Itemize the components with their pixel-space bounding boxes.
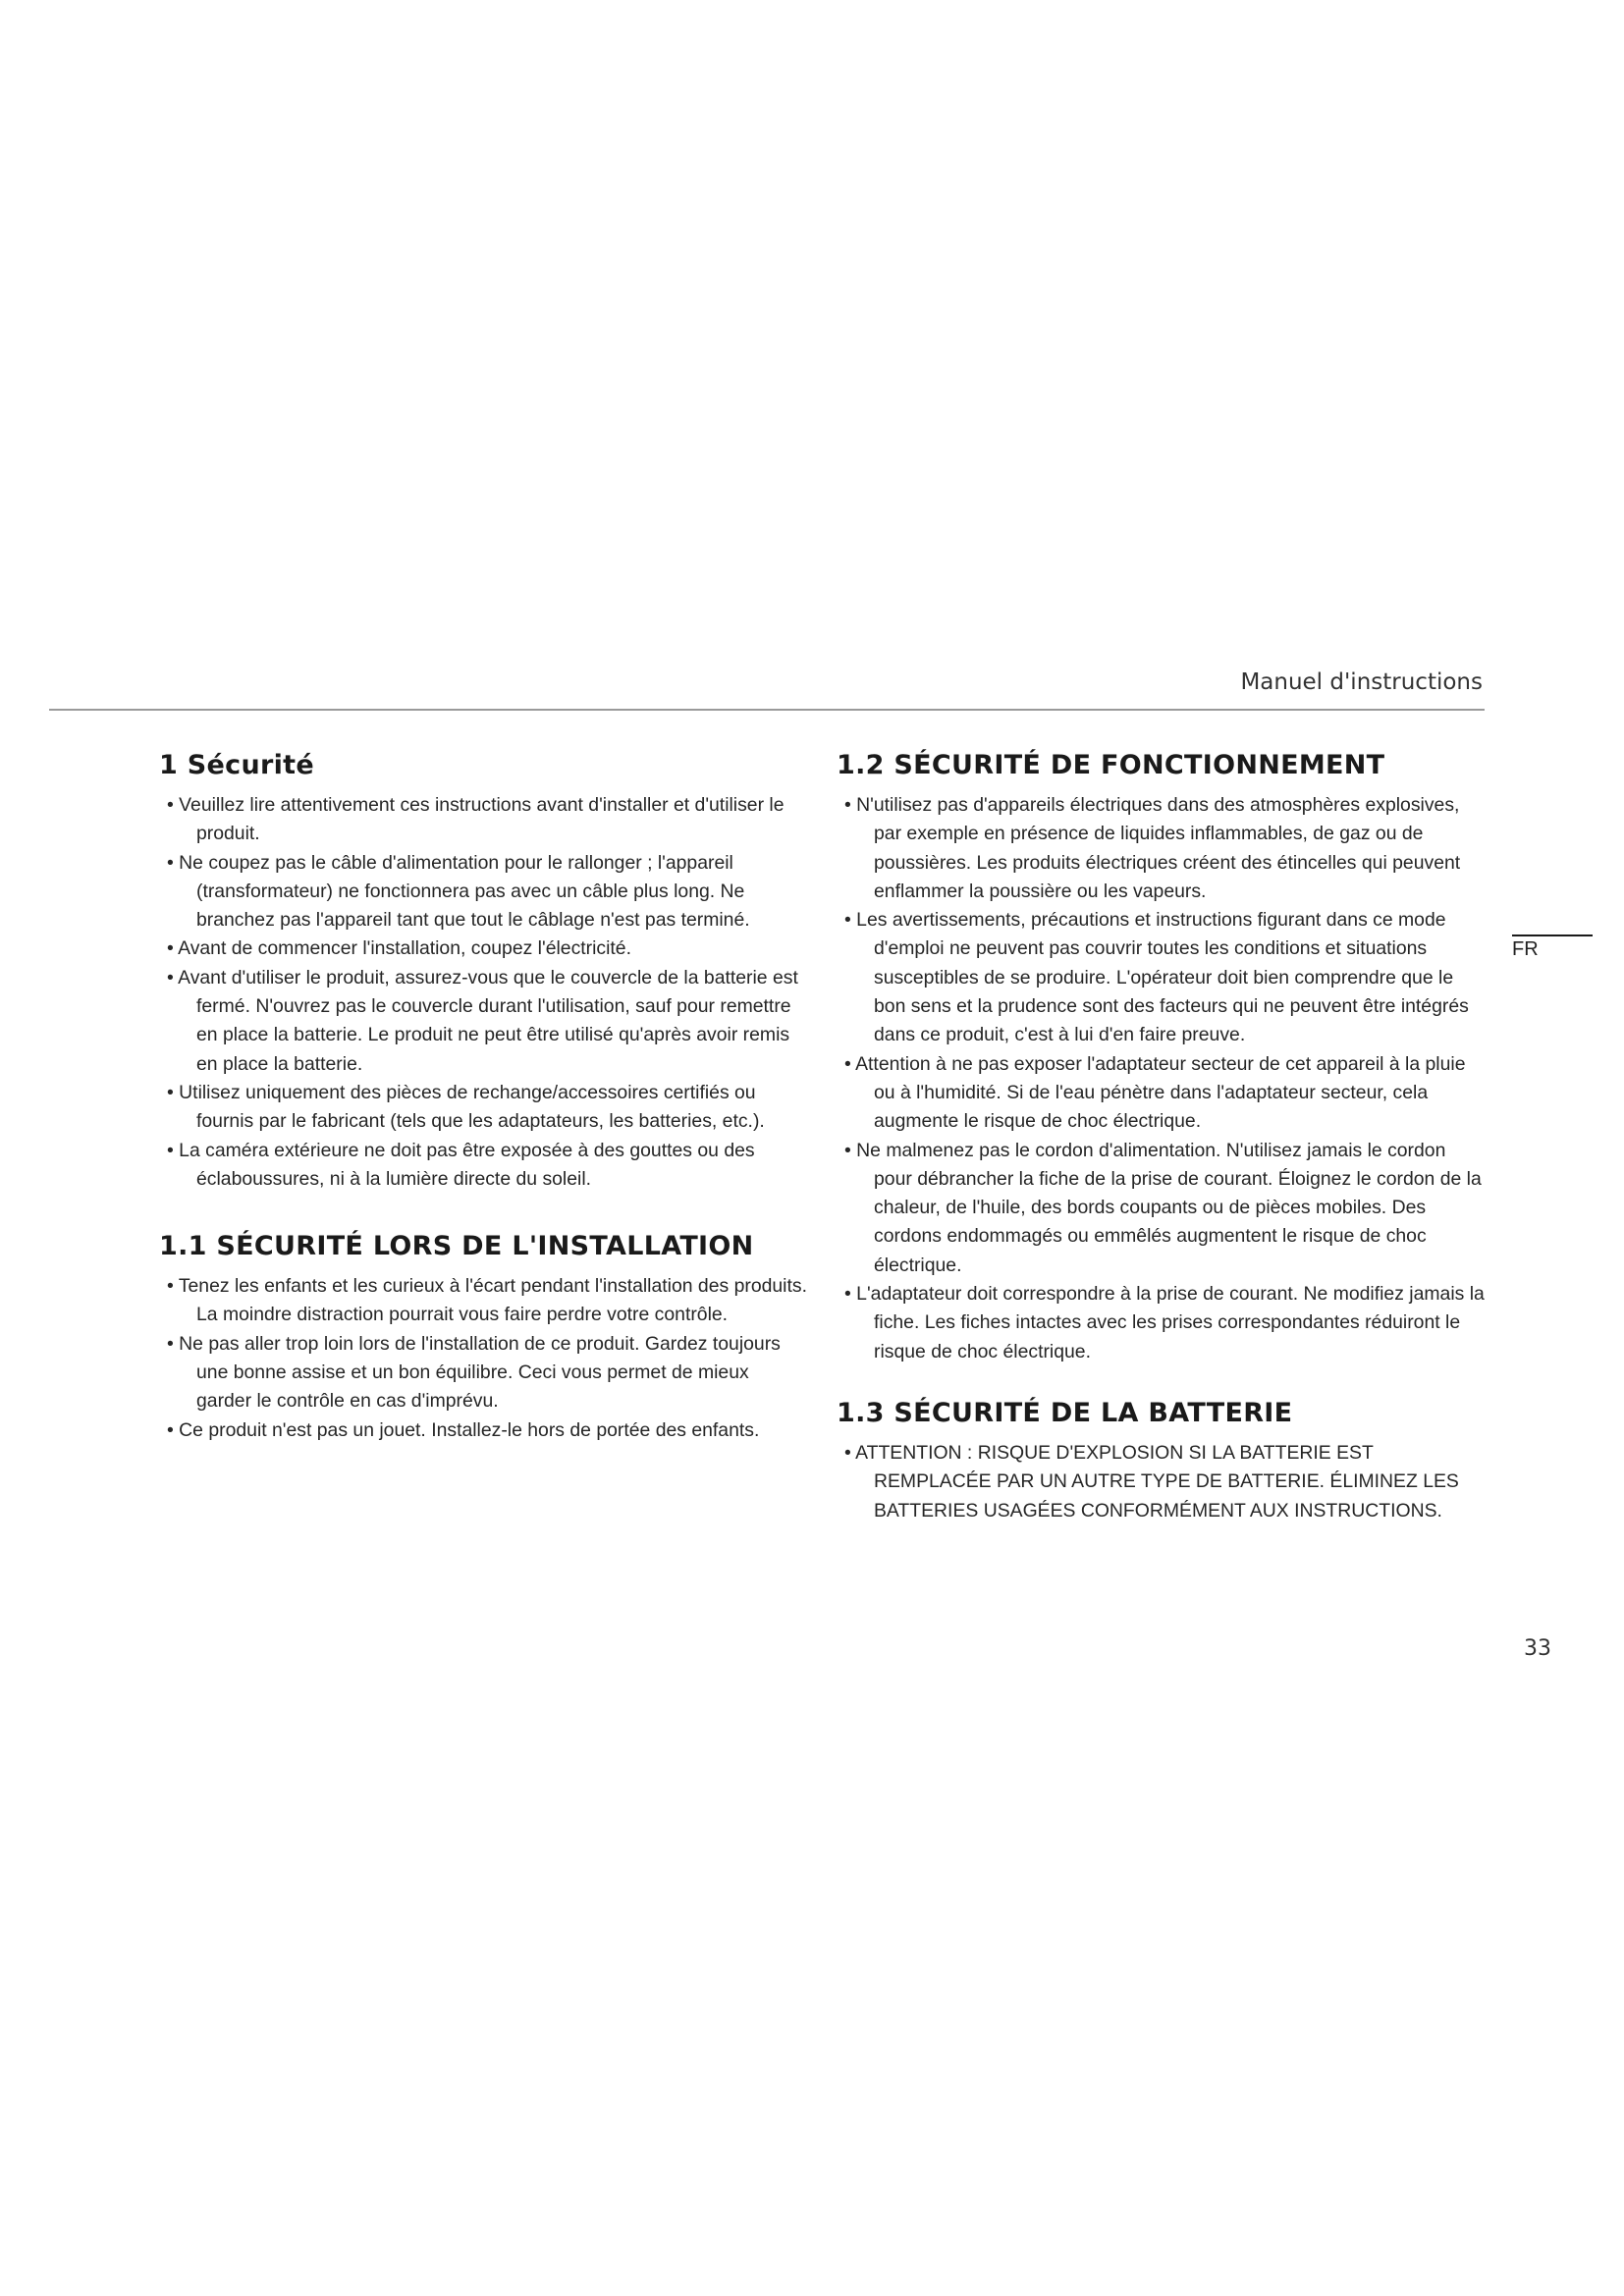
manual-title: Manuel d'instructions bbox=[1240, 669, 1483, 695]
list-item: • Attention à ne pas exposer l'adaptateur secteur de cet appareil à la pluie ou à l'humidité. Si de l'eau pénètre dans l'adaptateur secteur, cela augmente le risque de choc électrique. bbox=[844, 1052, 1466, 1133]
left-column bbox=[159, 746, 807, 1445]
section-title-fonctionnement: 1.2 SÉCURITÉ DE FONCTIONNEMENT bbox=[837, 750, 1385, 780]
list-item: • La caméra extérieure ne doit pas être exposée à des gouttes ou des éclaboussures, ni à la lumière directe du soleil. bbox=[167, 1139, 755, 1190]
list-item: • Veuillez lire attentivement ces instructions avant d'installer et d'utiliser le produit. bbox=[167, 794, 785, 845]
list-item: • Avant de commencer l'installation, coupez l'électricité. bbox=[167, 937, 631, 960]
list-item: • Avant d'utiliser le produit, assurez-vous que le couvercle de la batterie est fermé. N'ouvrez pas le couvercle durant l'utilisation, sauf pour remettre en place la batterie. Le produit ne peut être utilisé qu'après avoir remis en place la batterie. bbox=[167, 966, 798, 1075]
list-item: • Ne malmenez pas le cordon d'alimentation. N'utilisez jamais le cordon pour débrancher la fiche de la prise de courant. Éloignez le cordon de la chaleur, de l'huile, des bords coupants ou de pièces mobiles. Des cordons endommagés ou emmêlés augmentent le risque de choc électrique. bbox=[844, 1139, 1482, 1276]
spacer bbox=[159, 1194, 807, 1227]
list-item: • ATTENTION : RISQUE D'EXPLOSION SI LA BATTERIE EST REMPLACÉE PAR UN AUTRE TYPE DE BATTERIE. ÉLIMINEZ LES BATTERIES USAGÉES CONFORMÉMENT AUX INSTRUCTIONS. bbox=[844, 1441, 1459, 1522]
spacer bbox=[837, 1366, 1485, 1394]
list-item: • Les avertissements, précautions et instructions figurant dans ce mode d'emploi ne peuvent pas couvrir toutes les conditions et situations susceptibles de se produire. L'opérateur doit bien comprendre que le bon sens et la prudence sont des facteurs qui ne peuvent être intégrés dans ce produit, c'est à lui d'en faire preuve. bbox=[844, 909, 1469, 1046]
list-item: • Ce produit n'est pas un jouet. Installez-le hors de portée des enfants. bbox=[167, 1418, 760, 1441]
section-title-installation: 1.1 SÉCURITÉ LORS DE L'INSTALLATION bbox=[159, 1231, 754, 1262]
installation-list bbox=[159, 1272, 807, 1445]
list-item: • N'utilisez pas d'appareils électriques dans des atmosphères explosives, par exemple en présence de liquides inflammables, de gaz ou de poussières. Les produits électriques créent des étincelles qui peuvent enflammer la poussière ou les vapeurs. bbox=[844, 794, 1461, 902]
list-item: • Ne coupez pas le câble d'alimentation pour le rallonger ; l'appareil (transformateur) ne fonctionnera pas avec un câble plus long. Ne branchez pas l'appareil tant que tout le câblage n'est pas terminé. bbox=[167, 851, 750, 932]
fonctionnement-list bbox=[837, 791, 1485, 1366]
batterie-list bbox=[837, 1439, 1485, 1525]
list-item: • Utilisez uniquement des pièces de rechange/accessoires certifiés ou fournis par le fabricant (tels que les adaptateurs, les batteries, etc.). bbox=[167, 1081, 765, 1133]
list-item: • L'adaptateur doit correspondre à la prise de courant. Ne modifiez jamais la fiche. Les fiches intactes avec les prises correspondantes réduiront le risque de choc électrique. bbox=[844, 1283, 1485, 1362]
right-column bbox=[837, 746, 1485, 1525]
securite-list bbox=[159, 791, 807, 1194]
language-tab-rule bbox=[1512, 934, 1593, 936]
header-divider bbox=[49, 709, 1485, 711]
list-item: • Ne pas aller trop loin lors de l'installation de ce produit. Gardez toujours une bonne assise et un bon équilibre. Ceci vous permet de mieux garder le contrôle en cas d'imprévu. bbox=[167, 1332, 781, 1413]
page-number: 33 bbox=[1524, 1636, 1551, 1661]
language-tab: FR bbox=[1512, 938, 1539, 960]
list-item: • Tenez les enfants et les curieux à l'écart pendant l'installation des produits. La moindre distraction pourrait vous faire perdre votre contrôle. bbox=[167, 1275, 807, 1326]
section-title-securite: 1 Sécurité bbox=[159, 750, 314, 780]
section-title-batterie: 1.3 SÉCURITÉ DE LA BATTERIE bbox=[837, 1397, 1293, 1428]
